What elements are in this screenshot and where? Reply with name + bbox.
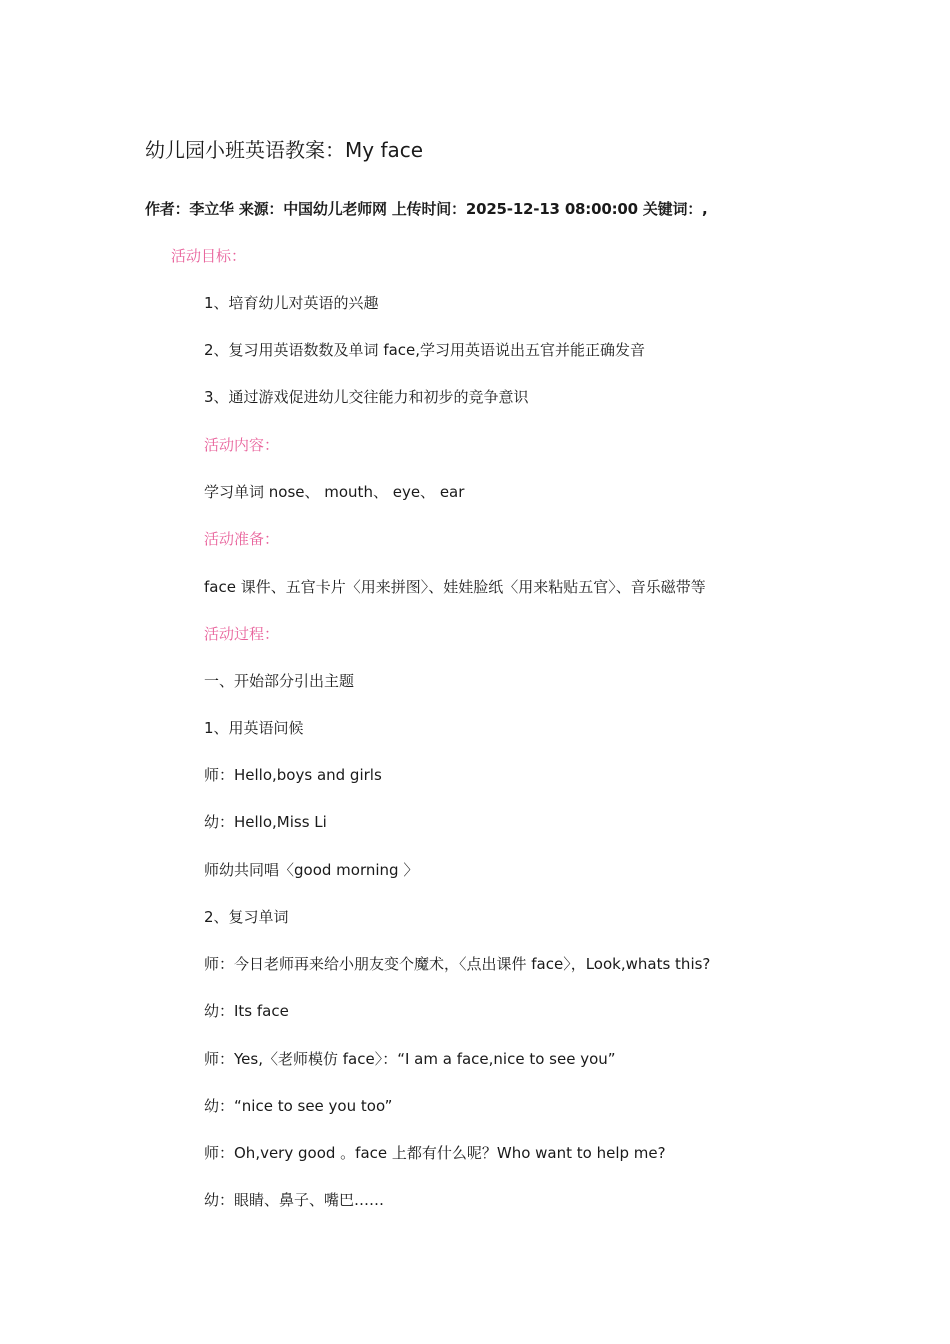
section-heading-content: 活动内容： [204, 436, 280, 454]
process-step-review: 2、复习单词 [204, 908, 289, 926]
document-meta: 作者：李立华 来源：中国幼儿老师网 上传时间：2025-12-13 08:00:00 关键词：, [145, 200, 708, 218]
goal-item-1: 1、培育幼儿对英语的兴趣 [204, 294, 379, 312]
goal-item-2: 2、复习用英语数数及单词 face,学习用英语说出五官并能正确发音 [204, 341, 646, 359]
process-step-greeting: 1、用英语问候 [204, 719, 304, 737]
dialogue-line: 师：Hello,boys and girls [204, 766, 382, 784]
dialogue-line: 师：今日老师再来给小朋友变个魔术，〈点出课件 face〉，Look,whats this? [204, 955, 711, 973]
dialogue-line: 幼：Hello,Miss Li [204, 813, 327, 831]
preparation-line: face 课件、五官卡片〈用来拼图〉、娃娃脸纸〈用来粘贴五官〉、音乐磁带等 [204, 578, 706, 596]
section-heading-goals: 活动目标： [171, 247, 247, 265]
document-title: 幼儿园小班英语教案：My face [145, 138, 424, 162]
goal-item-3: 3、通过游戏促进幼儿交往能力和初步的竞争意识 [204, 388, 529, 406]
content-line: 学习单词 nose、 mouth、 eye、 ear [204, 483, 465, 501]
dialogue-line: 幼：Its face [204, 1002, 289, 1020]
process-part-1: 一、开始部分引出主题 [204, 672, 355, 690]
dialogue-line: 师：Yes,〈老师模仿 face〉：“I am a face,nice to see you” [204, 1050, 616, 1068]
dialogue-line: 师：Oh,very good 。face 上都有什么呢？Who want to help me? [204, 1144, 666, 1162]
dialogue-line: 幼：眼睛、鼻子、嘴巴…… [204, 1191, 385, 1209]
section-heading-process: 活动过程： [204, 625, 280, 643]
dialogue-line: 幼：“nice to see you too” [204, 1097, 393, 1115]
dialogue-line: 师幼共同唱〈good morning 〉 [204, 861, 419, 879]
section-heading-preparation: 活动准备： [204, 530, 280, 548]
